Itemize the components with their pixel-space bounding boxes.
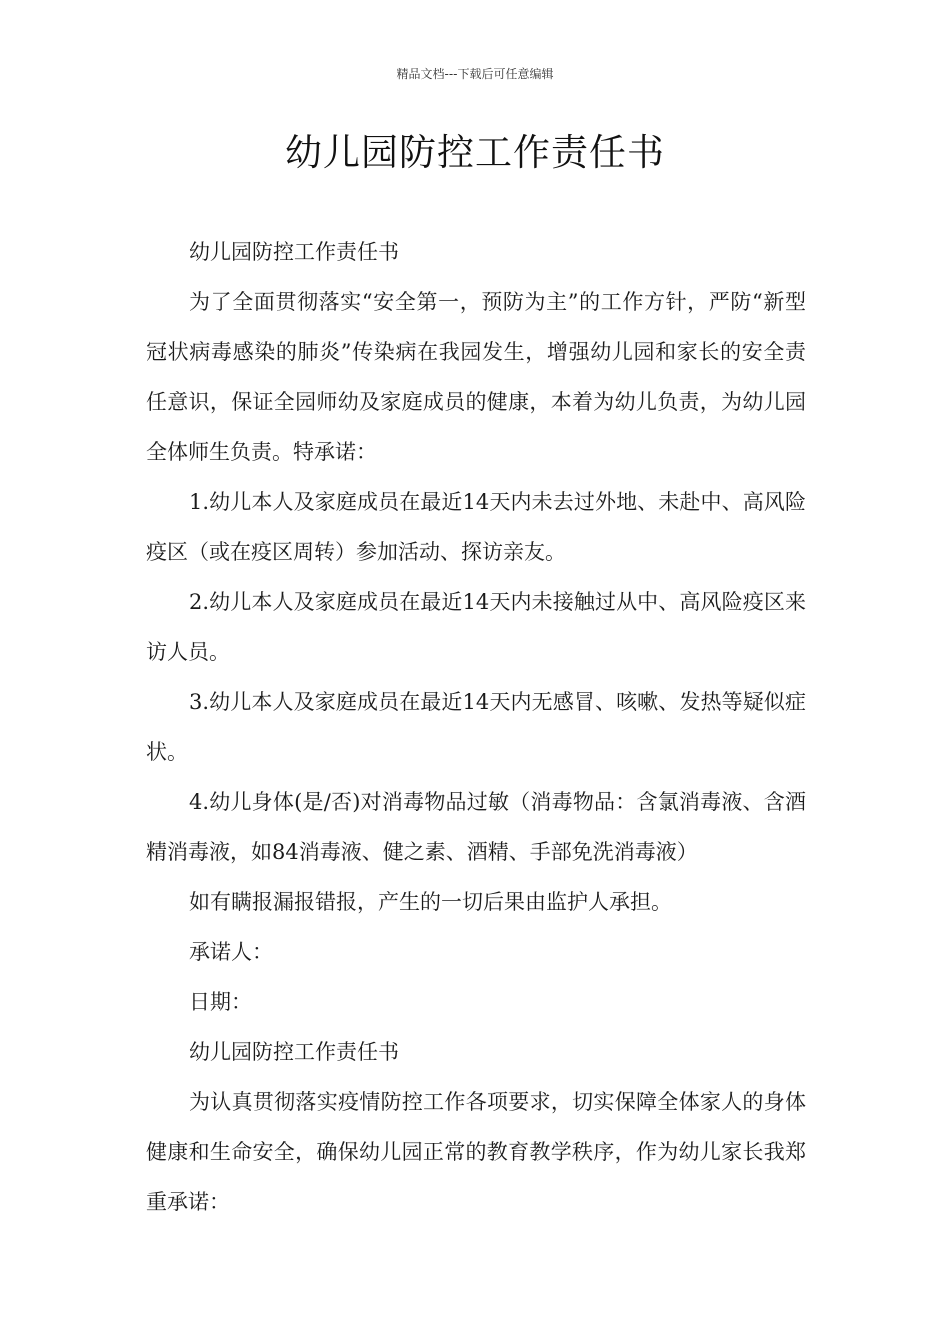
paragraph-item-3: 3.幼儿本人及家庭成员在最近14天内无感冒、咳嗽、发热等疑似症状。 — [146, 690, 806, 764]
paragraph-item-1: 1.幼儿本人及家庭成员在最近14天内未去过外地、未赴中、高风险疫区（或在疫区周转）参加活动、探访亲友。 — [146, 490, 806, 564]
page-header: 精品文档---下载后可任意编辑 — [396, 67, 554, 81]
paragraph-signatory: 承诺人： — [189, 940, 273, 964]
document-title: 幼儿园防控工作责任书 — [285, 131, 665, 174]
paragraph-subtitle-2: 幼儿园防控工作责任书 — [189, 1040, 399, 1064]
paragraph-intro-2: 为认真贯彻落实疫情防控工作各项要求，切实保障全体家人的身体健康和生命安全，确保幼儿园正常的教育教学秩序，作为幼儿家长我郑重承诺： — [146, 1090, 806, 1214]
paragraph-intro: 为了全面贯彻落实“安全第一，预防为主”的工作方针，严防“新型冠状病毒感染的肺炎”传染病在我园发生，增强幼儿园和家长的安全责任意识，保证全园师幼及家庭成员的健康，本着为幼儿负责，为幼儿园全体师生负责。特承诺： — [146, 290, 806, 464]
paragraph-subtitle: 幼儿园防控工作责任书 — [189, 240, 399, 264]
paragraph-liability: 如有瞒报漏报错报，产生的一切后果由监护人承担。 — [189, 890, 672, 914]
paragraph-item-4: 4.幼儿身体(是/否)对消毒物品过敏（消毒物品：含氯消毒液、含酒精消毒液，如84消毒液、健之素、酒精、手部免洗消毒液） — [146, 790, 806, 864]
paragraph-item-2: 2.幼儿本人及家庭成员在最近14天内未接触过从中、高风险疫区来访人员。 — [146, 590, 806, 664]
document-body — [146, 227, 806, 1227]
paragraph-date: 日期： — [189, 990, 252, 1014]
